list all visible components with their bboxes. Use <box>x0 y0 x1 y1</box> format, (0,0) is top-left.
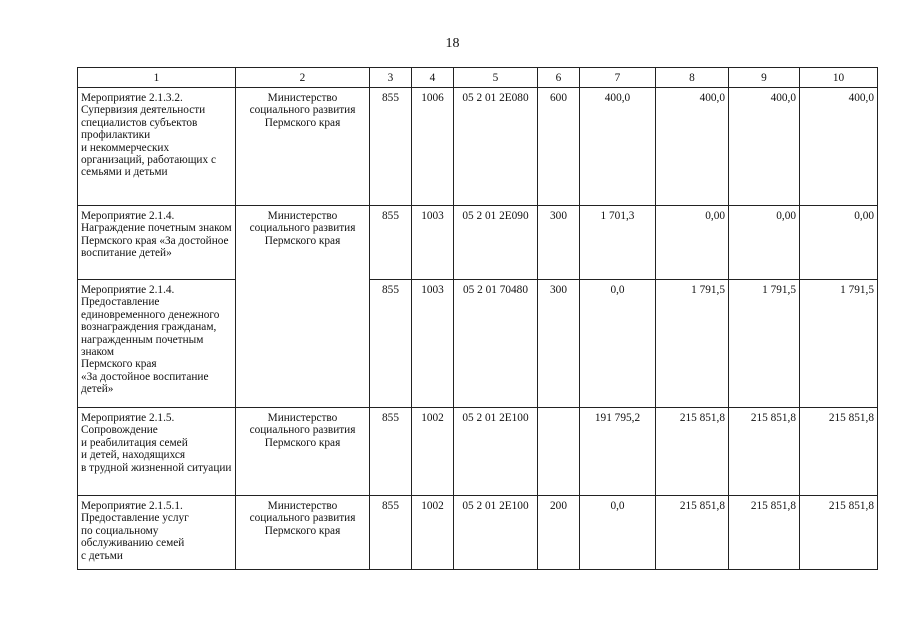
expense-type-cell: 300 <box>538 280 580 408</box>
event-cell: Мероприятие 2.1.4. Предоставление единовременного денежного вознаграждения гражданам, награжденным почетным знаком Пермского края «За достойное воспитание детей» <box>78 280 236 408</box>
value-col9-cell: 215 851,8 <box>729 496 800 570</box>
value-col10-cell: 0,00 <box>800 206 878 280</box>
value-col10-cell: 215 851,8 <box>800 408 878 496</box>
table-header-row <box>78 68 878 88</box>
value-col8-cell: 0,00 <box>656 206 729 280</box>
section-cell: 1003 <box>412 206 454 280</box>
column-header-7: 7 <box>580 68 656 88</box>
column-header-3: 3 <box>370 68 412 88</box>
column-header-5: 5 <box>454 68 538 88</box>
value-col8-cell: 1 791,5 <box>656 280 729 408</box>
grbs-cell: 855 <box>370 408 412 496</box>
value-col10-cell: 400,0 <box>800 88 878 206</box>
value-col8-cell: 400,0 <box>656 88 729 206</box>
grbs-cell: 855 <box>370 88 412 206</box>
responsible-cell: Министерство социального развития Пермского края <box>236 88 370 206</box>
column-header-10: 10 <box>800 68 878 88</box>
expense-type-cell <box>538 408 580 496</box>
event-cell: Мероприятие 2.1.3.2. Супервизия деятельности специалистов субъектов профилактики и некоммерческих организаций, работающих с семьями и детьми <box>78 88 236 206</box>
target-article-cell: 05 2 01 70480 <box>454 280 538 408</box>
column-header-9: 9 <box>729 68 800 88</box>
event-cell: Мероприятие 2.1.5.1. Предоставление услуг по социальному обслуживанию семей с детьми <box>78 496 236 570</box>
grbs-cell: 855 <box>370 206 412 280</box>
table-row <box>78 496 878 570</box>
responsible-cell: Министерство социального развития Пермского края <box>236 206 370 408</box>
event-cell: Мероприятие 2.1.4. Награждение почетным знаком Пермского края «За достойное воспитание детей» <box>78 206 236 280</box>
target-article-cell: 05 2 01 2E100 <box>454 408 538 496</box>
responsible-cell: Министерство социального развития Пермского края <box>236 408 370 496</box>
value-col10-cell: 1 791,5 <box>800 280 878 408</box>
column-header-4: 4 <box>412 68 454 88</box>
value-col7-cell: 1 701,3 <box>580 206 656 280</box>
value-col7-cell: 0,0 <box>580 280 656 408</box>
budget-table <box>77 67 878 570</box>
section-cell: 1002 <box>412 408 454 496</box>
table-row <box>78 408 878 496</box>
value-col7-cell: 0,0 <box>580 496 656 570</box>
event-cell: Мероприятие 2.1.5. Сопровождение и реабилитация семей и детей, находящихся в трудной жизненной ситуации <box>78 408 236 496</box>
target-article-cell: 05 2 01 2E100 <box>454 496 538 570</box>
table-row <box>78 280 878 408</box>
table-row <box>78 88 878 206</box>
value-col9-cell: 400,0 <box>729 88 800 206</box>
section-cell: 1002 <box>412 496 454 570</box>
value-col10-cell: 215 851,8 <box>800 496 878 570</box>
column-header-1: 1 <box>78 68 236 88</box>
section-cell: 1006 <box>412 88 454 206</box>
table-row <box>78 206 878 280</box>
value-col7-cell: 191 795,2 <box>580 408 656 496</box>
value-col8-cell: 215 851,8 <box>656 408 729 496</box>
value-col9-cell: 1 791,5 <box>729 280 800 408</box>
target-article-cell: 05 2 01 2E090 <box>454 206 538 280</box>
grbs-cell: 855 <box>370 280 412 408</box>
expense-type-cell: 300 <box>538 206 580 280</box>
target-article-cell: 05 2 01 2E080 <box>454 88 538 206</box>
page-number: 18 <box>445 36 460 51</box>
expense-type-cell: 200 <box>538 496 580 570</box>
column-header-8: 8 <box>656 68 729 88</box>
expense-type-cell: 600 <box>538 88 580 206</box>
grbs-cell: 855 <box>370 496 412 570</box>
column-header-6: 6 <box>538 68 580 88</box>
value-col9-cell: 215 851,8 <box>729 408 800 496</box>
responsible-cell: Министерство социального развития Пермского края <box>236 496 370 570</box>
column-header-2: 2 <box>236 68 370 88</box>
value-col9-cell: 0,00 <box>729 206 800 280</box>
value-col8-cell: 215 851,8 <box>656 496 729 570</box>
value-col7-cell: 400,0 <box>580 88 656 206</box>
section-cell: 1003 <box>412 280 454 408</box>
